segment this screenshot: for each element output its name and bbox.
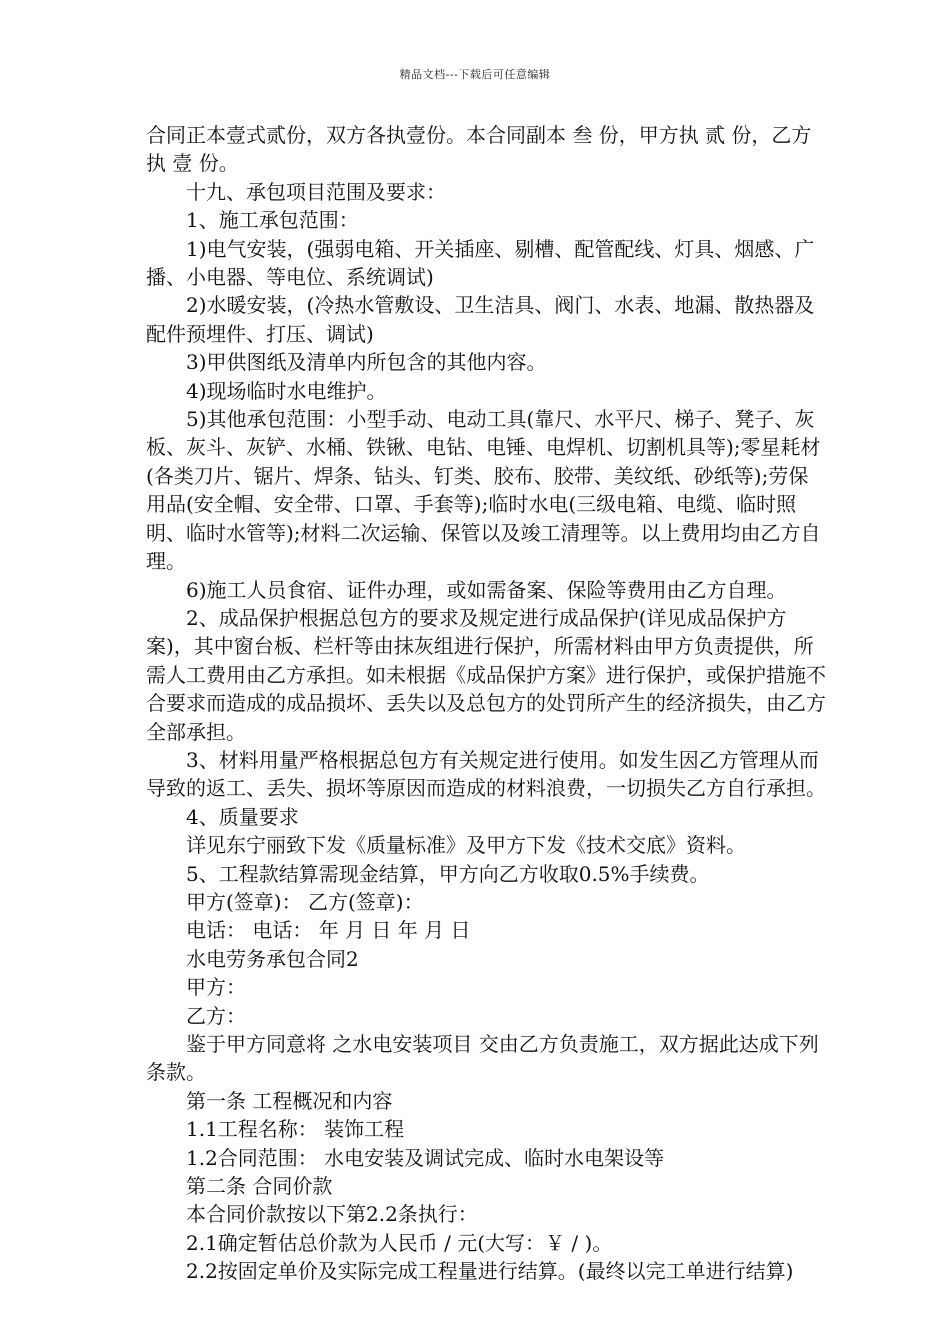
document-body <box>146 121 826 1286</box>
paragraph: 鉴于甲方同意将 之水电安装项目 交由乙方负责施工，双方据此达成下列条款。 <box>146 1032 819 1085</box>
article-heading: 第一条 工程概况和内容 <box>186 1088 393 1113</box>
page-header: 精品文档---下载后可任意编辑 <box>399 68 551 81</box>
paragraph: 3)甲供图纸及清单内所包含的其他内容。 <box>186 350 547 375</box>
paragraph: 1)电气安装，(强弱电箱、开关插座、剔槽、配管配线、灯具、烟感、广播、小电器、等电位、系统调试) <box>146 236 815 290</box>
paragraph: 本合同价款按以下第2.2条执行： <box>186 1202 478 1227</box>
party-a-line: 甲方： <box>186 975 246 1000</box>
paragraph: 1.2合同范围： 水电安装及调试完成、临时水电架设等 <box>186 1145 665 1170</box>
paragraph: 2)水暖安装，(冷热水管敷设、卫生洁具、阀门、水表、地漏、散热器及配件预埋件、打压、调试) <box>146 293 815 346</box>
paragraph: 2、成品保护根据总包方的要求及规定进行成品保护(详见成品保护方案)，其中窗台板、栏杆等由抹灰组进行保护，所需材料由甲方负责提供，所需人工费用由乙方承担。如未根据《成品保护方案》进行保护，或保护措施不合要求而造成的成品损坏、丢失以及总包方的处罚所产生的经济损失，由乙方全部承担。 <box>146 605 826 744</box>
article-heading: 第二条 合同价款 <box>186 1174 333 1199</box>
paragraph: 详见东宁丽致下发《质量标准》及甲方下发《技术交底》资料。 <box>186 833 746 858</box>
document-title: 水电劳务承包合同2 <box>186 946 359 971</box>
phone-date-line: 电话： 电话： 年 月 日 年 月 日 <box>186 918 471 943</box>
paragraph: 5、工程款结算需现金结算，甲方向乙方收取0.5%手续费。 <box>186 861 710 886</box>
signature-line: 甲方(签章)： 乙方(签章)： <box>186 889 424 914</box>
party-b-line: 乙方： <box>186 1003 246 1028</box>
paragraph: 十九、承包项目范围及要求： <box>186 179 446 204</box>
paragraph: 4、质量要求 <box>186 804 299 829</box>
paragraph: 6)施工人员食宿、证件办理，或如需备案、保险等费用由乙方自理。 <box>186 577 787 602</box>
paragraph: 1、施工承包范围： <box>186 208 359 233</box>
paragraph: 2.1确定暂估总价款为人民币 / 元(大写：￥ / )。 <box>186 1230 613 1255</box>
paragraph: 2.2按固定单价及实际完成工程量进行结算。(最终以完工单进行结算) <box>186 1259 794 1284</box>
paragraph: 合同正本壹式贰份，双方各执壹份。本合同副本 叁 份，甲方执 贰 份，乙方执 壹 份。 <box>146 123 812 176</box>
paragraph: 3、材料用量严格根据总包方有关规定进行使用。如发生因乙方管理从而导致的返工、丢失、损坏等原因而造成的材料浪费，一切损失乙方自行承担。 <box>146 747 826 801</box>
paragraph: 4)现场临时水电维护。 <box>186 378 387 403</box>
paragraph: 1.1工程名称： 装饰工程 <box>186 1117 405 1142</box>
paragraph: 5)其他承包范围：小型手动、电动工具(靠尺、水平尺、梯子、凳子、灰板、灰斗、灰铲、水桶、铁锹、电钻、电锤、电焊机、切割机具等);零星耗材(各类刀片、锯片、焊条、钻头、钉类、胶布、胶带、美纹纸、砂纸等);劳保用品(安全帽、安全带、口罩、手套等);临时水电(三级电箱、电缆、临时照明、临时水管等);材料二次运输、保管以及竣工清理等。以上费用均由乙方自理。 <box>146 407 821 574</box>
